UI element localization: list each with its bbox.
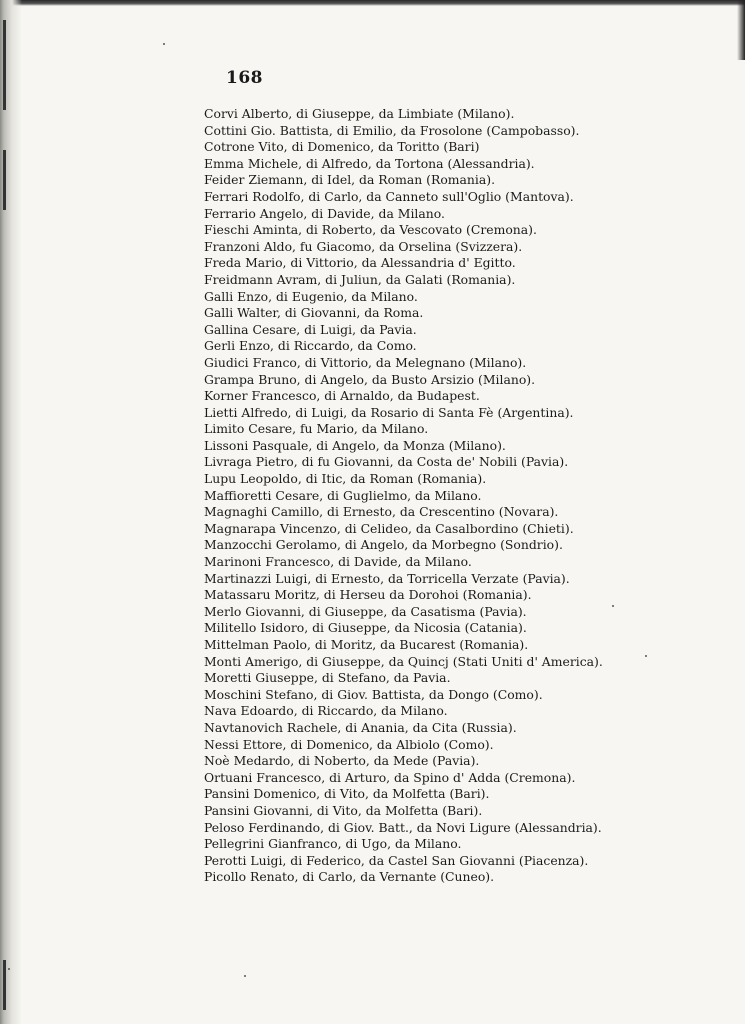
list-item: Navtanovich Rachele, di Anania, da Cita (Russia).	[204, 719, 517, 735]
list-item: Gerli Enzo, di Riccardo, da Como.	[204, 338, 417, 354]
name-list	[204, 106, 603, 886]
list-item: Noè Medardo, di Noberto, da Mede (Pavia).	[204, 753, 480, 769]
list-item: Picollo Renato, di Carlo, da Vernante (Cuneo).	[204, 869, 495, 885]
binding-mark	[3, 960, 6, 1010]
list-item: Peloso Ferdinando, di Giov. Batt., da Novi Ligure (Alessandria).	[204, 819, 602, 835]
list-item: Corvi Alberto, di Giuseppe, da Limbiate (Milano).	[204, 106, 515, 121]
list-item: Pansini Domenico, di Vito, da Molfetta (Bari).	[204, 786, 490, 802]
list-item: Monti Amerigo, di Giuseppe, da Quincj (Stati Uniti d' America).	[204, 653, 603, 669]
page-number: 168	[226, 68, 263, 88]
scan-right-edge	[737, 0, 745, 60]
list-item: Nessi Ettore, di Domenico, da Albiolo (Como).	[204, 736, 494, 752]
list-item: Freda Mario, di Vittorio, da Alessandria d' Egitto.	[204, 255, 516, 271]
list-item: Magnarapa Vincenzo, di Celideo, da Casalbordino (Chieti).	[204, 520, 574, 536]
list-item: Feider Ziemann, di Idel, da Roman (Romania).	[204, 172, 496, 188]
list-item: Grampa Bruno, di Angelo, da Busto Arsizio (Milano).	[204, 371, 536, 387]
list-item: Cottini Gio. Battista, di Emilio, da Frosolone (Campobasso).	[204, 122, 580, 138]
list-item: Freidmann Avram, di Juliun, da Galati (Romania).	[204, 271, 516, 287]
list-item: Korner Francesco, di Arnaldo, da Budapest.	[204, 388, 480, 404]
list-item: Pellegrini Gianfranco, di Ugo, da Milano.	[204, 836, 462, 852]
list-item: Ortuani Francesco, di Arturo, da Spino d' Adda (Cremona).	[204, 769, 576, 785]
list-item: Perotti Luigi, di Federico, da Castel San Giovanni (Piacenza).	[204, 852, 589, 868]
list-item: Pansini Giovanni, di Vito, da Molfetta (Bari).	[204, 802, 483, 818]
list-item: Lupu Leopoldo, di Itic, da Roman (Romania).	[204, 471, 487, 487]
list-item: Moretti Giuseppe, di Stefano, da Pavia.	[204, 670, 451, 686]
list-item: Magnaghi Camillo, di Ernesto, da Crescentino (Novara).	[204, 504, 559, 520]
page-binding-shadow	[0, 0, 22, 1024]
list-item: Limito Cesare, fu Mario, da Milano.	[204, 421, 429, 437]
list-item: Giudici Franco, di Vittorio, da Melegnano (Milano).	[204, 354, 527, 370]
list-item: Cotrone Vito, di Domenico, da Toritto (Bari)	[204, 139, 480, 155]
binding-mark	[3, 150, 6, 210]
scan-top-edge	[0, 0, 745, 6]
list-item: Ferrari Rodolfo, di Carlo, da Canneto sull'Oglio (Mantova).	[204, 188, 574, 204]
list-item: Mittelman Paolo, di Moritz, da Bucarest (Romania).	[204, 637, 529, 652]
list-item: Moschini Stefano, di Giov. Battista, da Dongo (Como).	[204, 686, 543, 702]
scan-speck	[612, 605, 614, 607]
list-item: Nava Edoardo, di Riccardo, da Milano.	[204, 703, 448, 719]
binding-mark	[3, 20, 6, 110]
list-item: Lissoni Pasquale, di Angelo, da Monza (Milano).	[204, 437, 506, 453]
list-item: Ferrario Angelo, di Davide, da Milano.	[204, 205, 445, 221]
list-item: Franzoni Aldo, fu Giacomo, da Orselina (Svizzera).	[204, 238, 523, 254]
list-item: Marinoni Francesco, di Davide, da Milano.	[204, 554, 472, 570]
list-item: Livraga Pietro, di fu Giovanni, da Costa de' Nobili (Pavia).	[204, 454, 569, 470]
list-item: Manzocchi Gerolamo, di Angelo, da Morbegno (Sondrio).	[204, 537, 563, 553]
list-item: Fieschi Aminta, di Roberto, da Vescovato (Cremona).	[204, 222, 537, 238]
scan-speck	[645, 655, 647, 657]
scan-speck	[163, 43, 165, 45]
list-item: Emma Michele, di Alfredo, da Tortona (Alessandria).	[204, 155, 535, 171]
list-item: Martinazzi Luigi, di Ernesto, da Torricella Verzate (Pavia).	[204, 570, 570, 586]
list-item: Militello Isidoro, di Giuseppe, da Nicosia (Catania).	[204, 620, 527, 636]
scan-speck	[244, 975, 246, 977]
list-item: Galli Walter, di Giovanni, da Roma.	[204, 305, 424, 321]
list-item: Lietti Alfredo, di Luigi, da Rosario di Santa Fè (Argentina).	[204, 404, 574, 420]
list-item: Maffioretti Cesare, di Guglielmo, da Milano.	[204, 487, 482, 503]
list-item: Merlo Giovanni, di Giuseppe, da Casatisma (Pavia).	[204, 603, 527, 619]
list-item: Galli Enzo, di Eugenio, da Milano.	[204, 288, 418, 304]
list-item: Matassaru Moritz, di Herseu da Dorohoi (Romania).	[204, 587, 532, 603]
list-item: Gallina Cesare, di Luigi, da Pavia.	[204, 321, 417, 337]
scan-speck	[8, 968, 10, 970]
